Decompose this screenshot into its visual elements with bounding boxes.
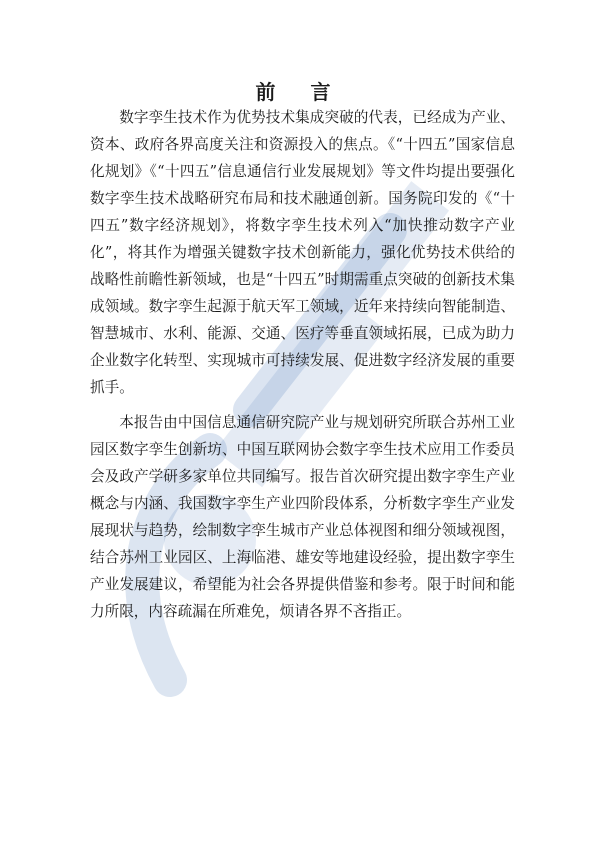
paragraph-2: 本报告由中国信息通信研究院产业与规划研究所联合苏州工业园区数字孪生创新坊、中国互联网协会数字孪生技术应用工作委员会及政产学研多家单位共同编写。报告首次研究提出数字孪生产业概念与内涵、我国数字孪生产业四阶段体系，分析数字孪生产业发展现状与趋势，绘制数字孪生城市产业总体视图和细分领域视图，结合苏州工业园区、上海临港、雄安等地建设经验，提出数字孪生产业发展建议，希望能为社会各界提供借鉴和参考。限于时间和能力所限，内容疏漏在所难免，烦请各界不吝指正。: [90, 414, 515, 620]
paragraph-1: 数字孪生技术作为优势技术集成突破的代表，已经成为产业、资本、政府各界高度关注和资源投入的焦点。《“十四五”国家信息化规划》《“十四五”信息通信行业发展规划》等文件均提出要强化数字孪生技术战略研究布局和技术融通创新。国务院印发的《“十四五”数字经济规划》，将数字孪生技术列入“加快推动数字产业化”，将其作为增强关键数字技术创新能力，强化优势技术供给的战略性前瞻性新领域，也是“十四五”时期需重点突破的创新技术集成领域。数字孪生起源于航天军工领域，近年来持续向智能制造、智慧城市、水利、能源、交通、医疗等垂直领域拓展，已成为助力企业数字化转型、实现城市可持续发展、促进数字经济发展的重要抓手。: [90, 109, 515, 396]
preface-body: [90, 104, 515, 633]
page-title: 前 言: [255, 80, 345, 104]
